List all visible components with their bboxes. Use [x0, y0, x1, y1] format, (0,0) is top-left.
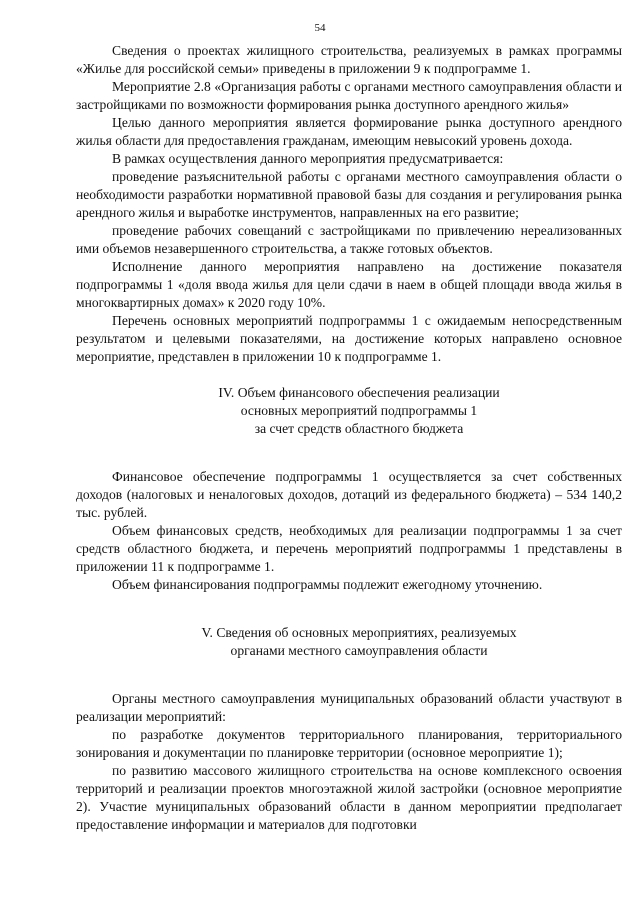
spacer — [76, 660, 622, 690]
spacer — [76, 366, 622, 384]
section-heading-v — [76, 624, 622, 660]
paragraph: проведение разъяснительной работы с органами местного самоуправления области о необходимости разработки нормативной правовой базы для создания и регулирования рынка арендного жилья и выработке инструментов, направленных на его развитие; — [76, 169, 622, 220]
spacer — [76, 594, 622, 624]
paragraph: Финансовое обеспечение подпрограммы 1 осуществляется за счет собственных доходов (налоговых и неналоговых доходов, дотаций из федерального бюджета) – 534 140,2 тыс. рублей. — [76, 469, 622, 520]
paragraph: Целью данного мероприятия является формирование рынка доступного арендного жилья области для предоставления гражданам, имеющим невысокий уровень дохода. — [76, 115, 622, 148]
paragraph: В рамках осуществления данного мероприятия предусматривается: — [112, 151, 504, 166]
page-number: 54 — [314, 22, 326, 34]
paragraph: Объем финансовых средств, необходимых для реализации подпрограммы 1 за счет средств областного бюджета, и перечень мероприятий подпрограммы 1 представлены в приложении 11 к подпрограмме 1. — [76, 523, 622, 574]
heading-line: V. Сведения об основных мероприятиях, реализуемых — [201, 625, 517, 640]
paragraph: Перечень основных мероприятий подпрограммы 1 с ожидаемым непосредственным результатом и целевыми показателями, на достижение которых направлено основное мероприятие, представлен в приложении 10 к подпрограмме 1. — [76, 313, 622, 364]
paragraph: Исполнение данного мероприятия направлено на достижение показателя подпрограммы 1 «доля ввода жилья для цели сдачи в наем в общей площади ввода жилья в многоквартирных домах» к 2020 году 10%. — [76, 259, 622, 310]
paragraph: Мероприятие 2.8 «Организация работы с органами местного самоуправления области и застройщиками по возможности формирования рынка доступного арендного жилья» — [76, 79, 622, 112]
heading-line: органами местного самоуправления области — [230, 643, 488, 658]
paragraph: проведение рабочих совещаний с застройщиками по привлечению нереализованных ими объемов незавершенного строительства, а также готовых объектов. — [76, 223, 622, 256]
paragraph: Объем финансирования подпрограммы подлежит ежегодному уточнению. — [112, 577, 543, 592]
section-heading-iv — [76, 384, 622, 438]
heading-line: IV. Объем финансового обеспечения реализации — [218, 385, 500, 400]
heading-line: за счет средств областного бюджета — [254, 421, 464, 436]
document-body — [76, 42, 622, 834]
spacer — [76, 438, 622, 468]
paragraph: Органы местного самоуправления муниципальных образований области участвуют в реализации мероприятий: — [76, 691, 622, 724]
paragraph: по разработке документов территориального планирования, территориального зонирования и документации по планировке территории (основное мероприятие 1); — [76, 727, 622, 760]
paragraph: по развитию массового жилищного строительства на основе комплексного освоения территорий и реализации проектов многоэтажной жилой застройки (основное мероприятие 2). Участие муниципальных образований области в данном мероприятии предполагает предоставление информации и материалов для подготовки — [76, 763, 622, 832]
heading-line: основных мероприятий подпрограммы 1 — [240, 403, 478, 418]
paragraph: Сведения о проектах жилищного строительства, реализуемых в рамках программы «Жилье для российской семьи» приведены в приложении 9 к подпрограмме 1. — [76, 43, 622, 76]
